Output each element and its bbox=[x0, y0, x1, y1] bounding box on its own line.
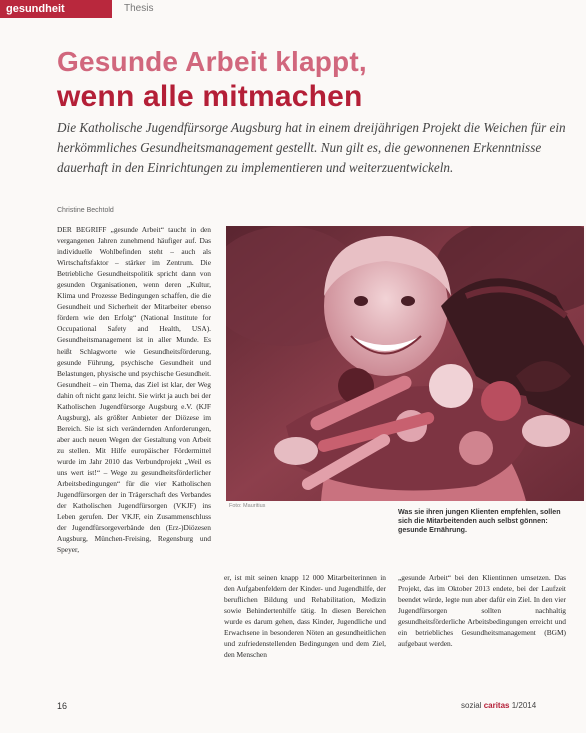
lead-paragraph: Die Katholische Jugendfürsorge Augsburg hat in einem dreijährigen Projekt die Weichen für ein herkömmliches Gesundheitsmanagement gestellt. Nun gilt es, die gewonnenen Erkenntnisse dauerhaft in den Einrichtungen zu implementieren und weiterzuentwickeln. bbox=[57, 120, 566, 175]
article-photo bbox=[226, 226, 584, 501]
headline-line-2: wenn alle mitmachen bbox=[57, 80, 363, 113]
magazine-name: caritas bbox=[483, 701, 510, 710]
author-line: Christine Bechtold bbox=[57, 207, 114, 214]
section-header bbox=[0, 0, 586, 18]
magazine-footer bbox=[461, 701, 536, 710]
page-number: 16 bbox=[57, 701, 68, 711]
body-column-2: er, ist mit seinen knapp 12 000 Mitarbeiterinnen in den Aufgabenfeldern der Kinder- und Jugendhilfe, der beruflichen Bildung und Rehabilitation, Medizin sowie Behindertenhilfe tätig. In diesen Bereichen wurde es darum gehen, dass Kinder, Jugendliche und Erwachsene in besonderen Nöten an gesundheitlichen und zufriedenstellenden Bedingungen und dem Ziel, den Menschen bbox=[224, 573, 386, 660]
section-label: gesundheit bbox=[0, 0, 112, 18]
body-column-1: DER BEGRIFF „gesunde Arbeit“ taucht in den vergangenen Jahren zunehmend häufiger auf. Das individuelle Wohlbefinden steht – auch als Wirtschaftsfaktor – stärker im Zentrum. Die Betriebliche Gesundheitspolitik spricht dann von gesunden Organisationen, wenn deren „Kultur, Klima und Prozesse Bedingungen schaffen, die die Gesundheit und Sicherheit der Mitarbeiter ebenso fördern wie den Erfolg“ (National Institute for Occupational Safety and Health, USA). Gesundheitsmanagement ist in aller Munde. Es heißt Schlagworte wie Gesundheitsförderung, gesunde Führung, psychische Gesundheit und Belastungen, physische und psychische Gesundheit. Gesundheit – ein Thema, das Ziel ist klar, der Weg dahin oft nicht ganz leicht. Sie wirkt ja auch bei der Katholischen Jugendfürsorge Augsburg e.V. (KJF Augsburg), als größter Anbieter der Diözese im Bereich. Sie ist sich verändernden Anforderungen, aber auch neuen Wegen der Gestaltung von Arbeit zu stellen. Mit Hilfe europäischer Fördermittel wurde im Jahr 2010 das Verbundprojekt „Weil es uns wert ist!“ – Wege zu gesundheitsförderlicher Arbeitsbedingungen“ für die vier Katholischen Jugendfürsorgen der in Trägerschaft des Verbandes der Katholischen Jugendfürsorgen (VKJF) ins Leben gerufen. Der VKJF, ein Zusammenschluss der Jugendfürsorgeverbände den (Erz-)Diözesen Augsburg, München-Freising, Regensburg und Speyer, bbox=[57, 225, 211, 555]
photo-credit: Foto: Mauritius bbox=[229, 503, 266, 509]
headline-line-1: Gesunde Arbeit klappt, bbox=[57, 46, 367, 77]
issue-number: 1/2014 bbox=[511, 701, 537, 710]
magazine-name-prefix: sozial bbox=[461, 701, 482, 710]
photo-caption: Was sie ihren jungen Klienten empfehlen, sollen sich die Mitarbeitenden auch selbst gönnen: gesunde Ernährung. bbox=[398, 508, 561, 535]
body-column-3: „gesunde Arbeit“ bei den Klientinnen umsetzen. Das Projekt, das im Oktober 2013 endete, bei der Laufzeit beendet würde, legte nun aber dafür ein Ziel. In den vier Jugendfürsorgen sollten nachhaltig gesundheitsförderliche Arbeitsbedingungen erreicht und ein betriebliches Gesundheitsmanagement (BGM) aufgebaut werden. bbox=[398, 573, 566, 649]
subsection-label: Thesis bbox=[124, 3, 154, 14]
